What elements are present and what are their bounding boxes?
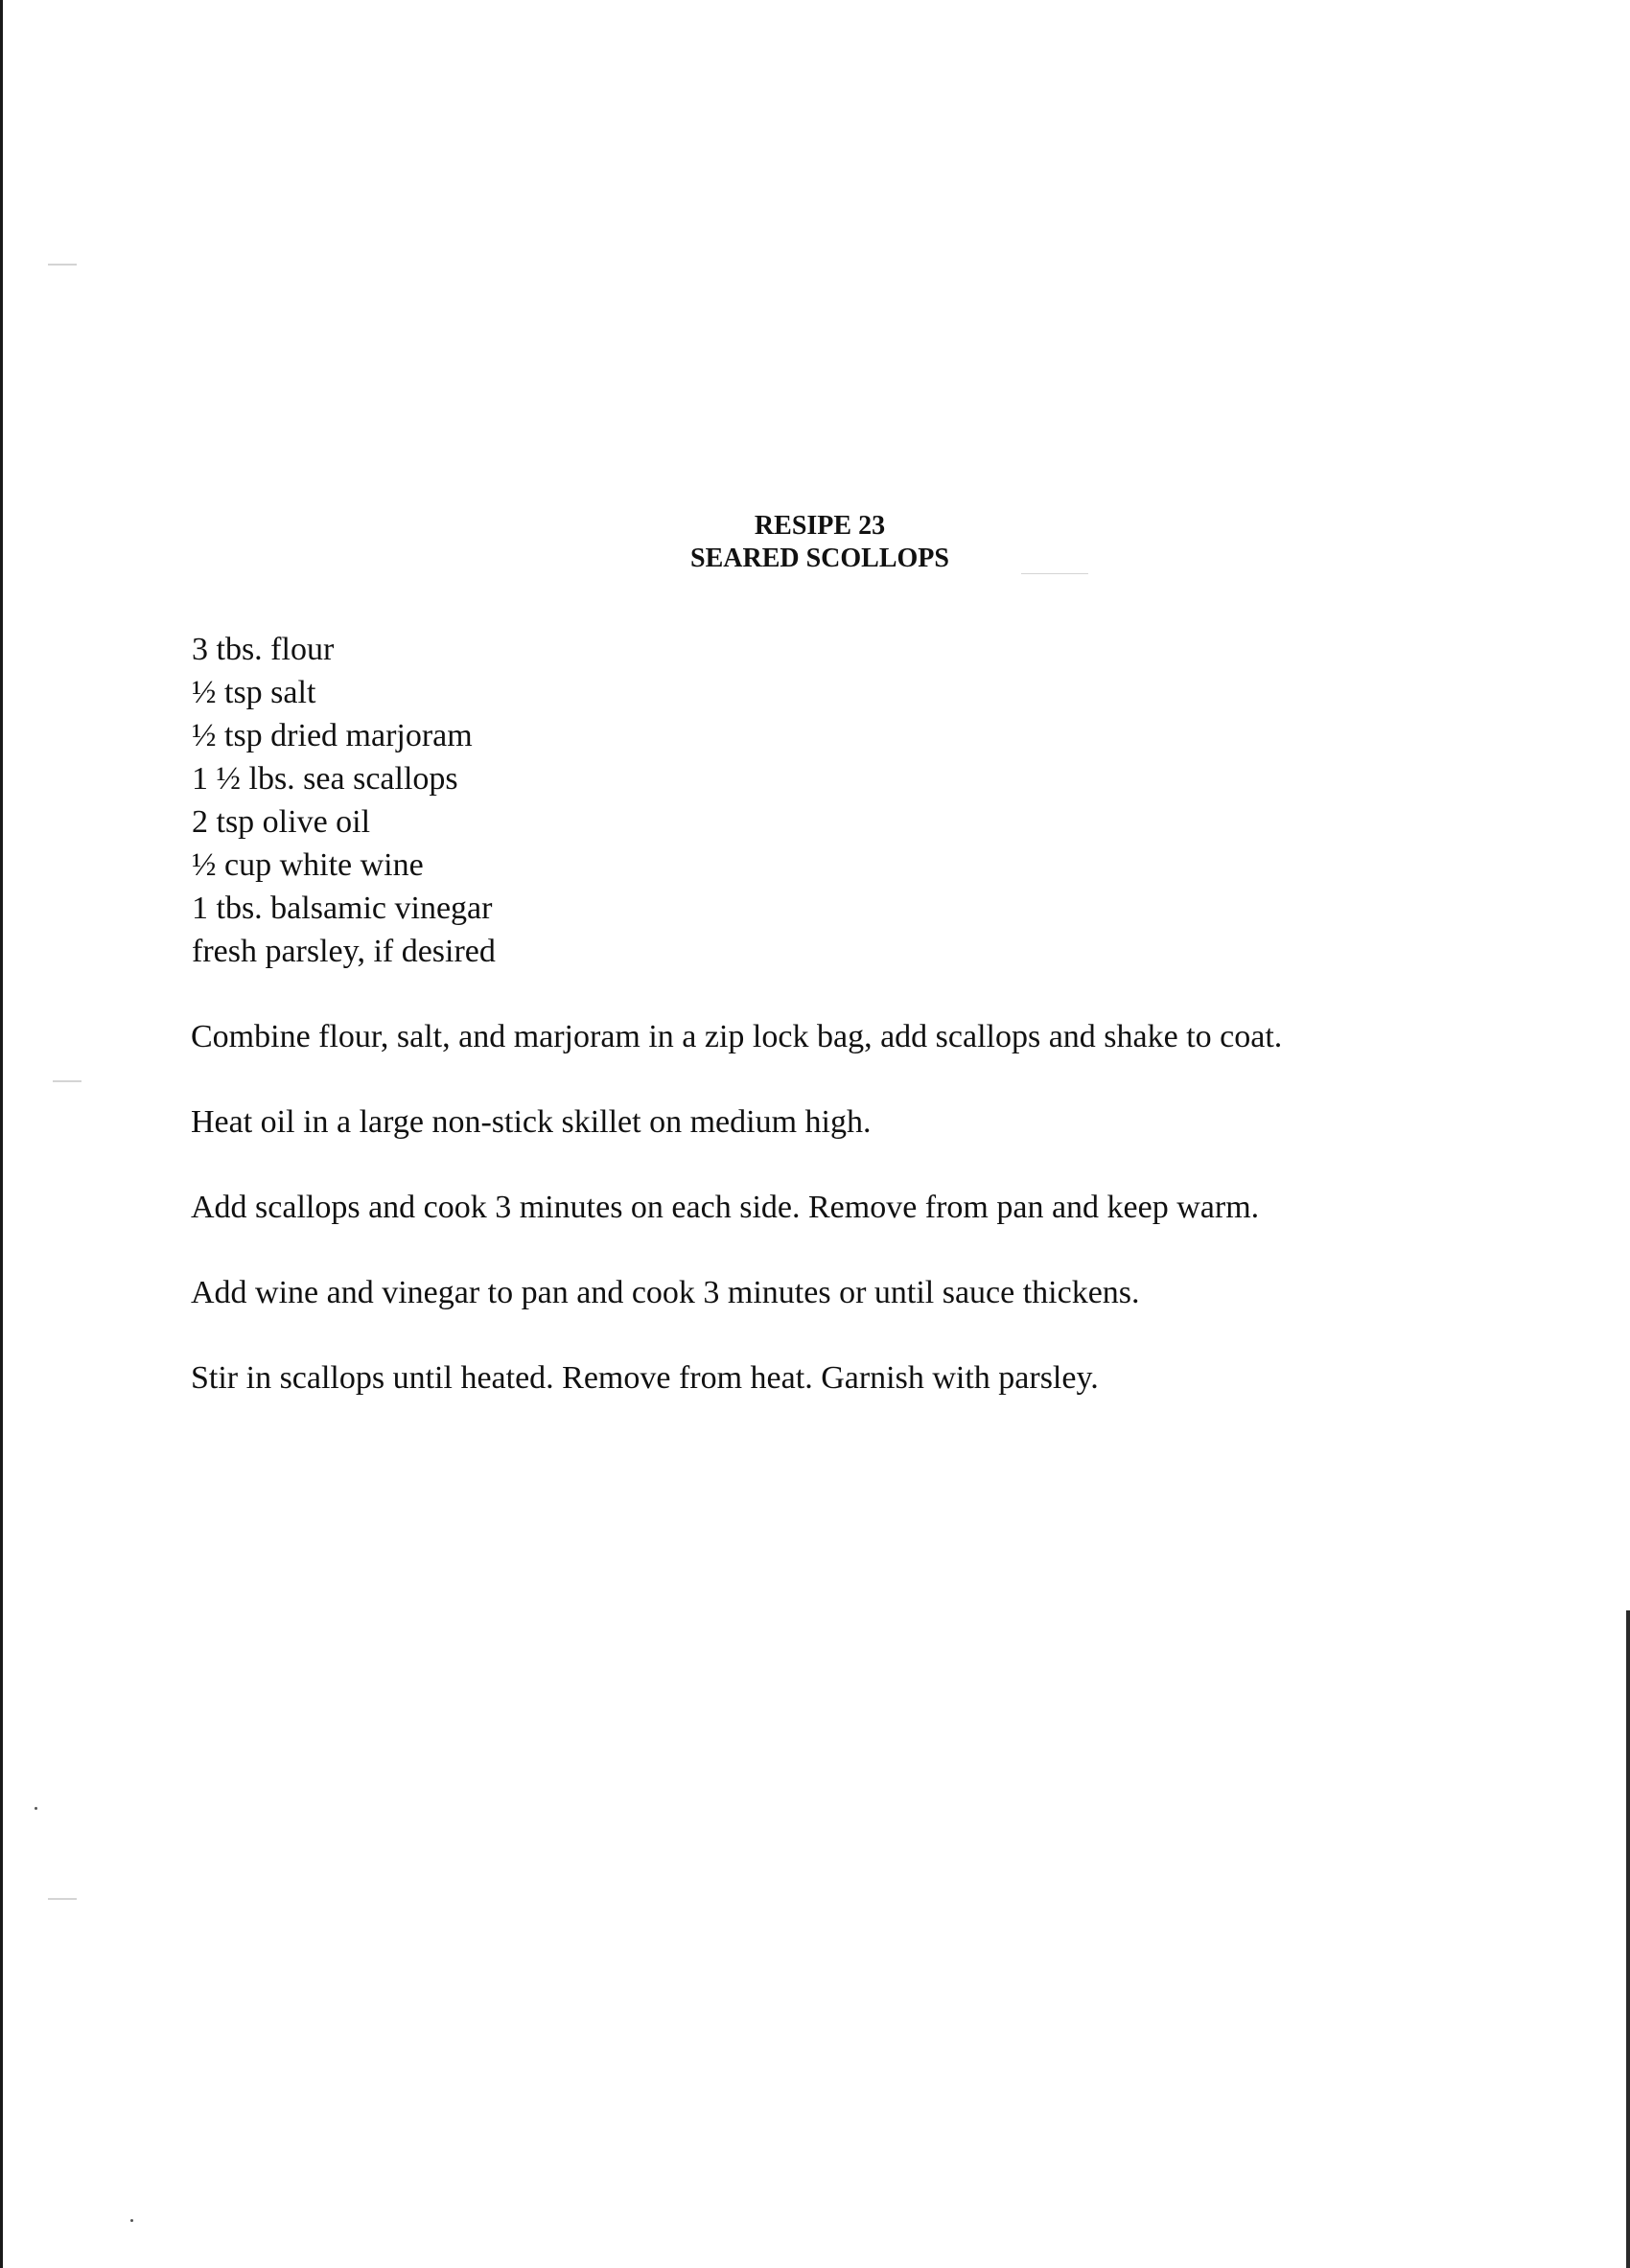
scan-edge-left: [0, 0, 3, 2268]
ingredient-item: 1 tbs. balsamic vinegar: [192, 891, 493, 926]
direction-step: Stir in scallops until heated. Remove from heat. Garnish with parsley.: [191, 1360, 1099, 1396]
directions: [191, 1016, 1485, 1443]
direction-step: Heat oil in a large non-stick skillet on medium high.: [191, 1104, 872, 1140]
direction-step: Add scallops and cook 3 minutes on each side. Remove from pan and keep warm.: [191, 1190, 1260, 1225]
ingredient-item: 3 tbs. flour: [192, 632, 335, 667]
recipe-number: RESIPE 23: [754, 511, 886, 541]
recipe-title-block: [0, 510, 1630, 575]
direction-step: Combine flour, salt, and marjoram in a zip lock bag, add scallops and shake to coat.: [191, 1019, 1283, 1054]
ingredient-item: ½ tsp dried marjoram: [192, 718, 473, 753]
scan-edge-right: [1626, 1610, 1630, 2268]
scan-mark: [48, 264, 77, 266]
ingredient-item: 2 tsp olive oil: [192, 804, 371, 840]
ingredient-item: fresh parsley, if desired: [192, 934, 496, 969]
ingredient-item: 1 ½ lbs. sea scallops: [192, 761, 458, 797]
scan-mark: [48, 1898, 77, 1900]
scan-dot: [35, 1807, 37, 1810]
recipe-title: SEARED SCOLLOPS: [690, 544, 949, 573]
scan-mark: [53, 1080, 82, 1082]
scan-dot: [130, 2219, 133, 2222]
direction-step: Add wine and vinegar to pan and cook 3 minutes or until sauce thickens.: [191, 1275, 1140, 1310]
ingredient-item: ½ tsp salt: [192, 675, 316, 710]
ingredient-item: ½ cup white wine: [192, 847, 424, 883]
ingredient-list: [192, 628, 496, 973]
